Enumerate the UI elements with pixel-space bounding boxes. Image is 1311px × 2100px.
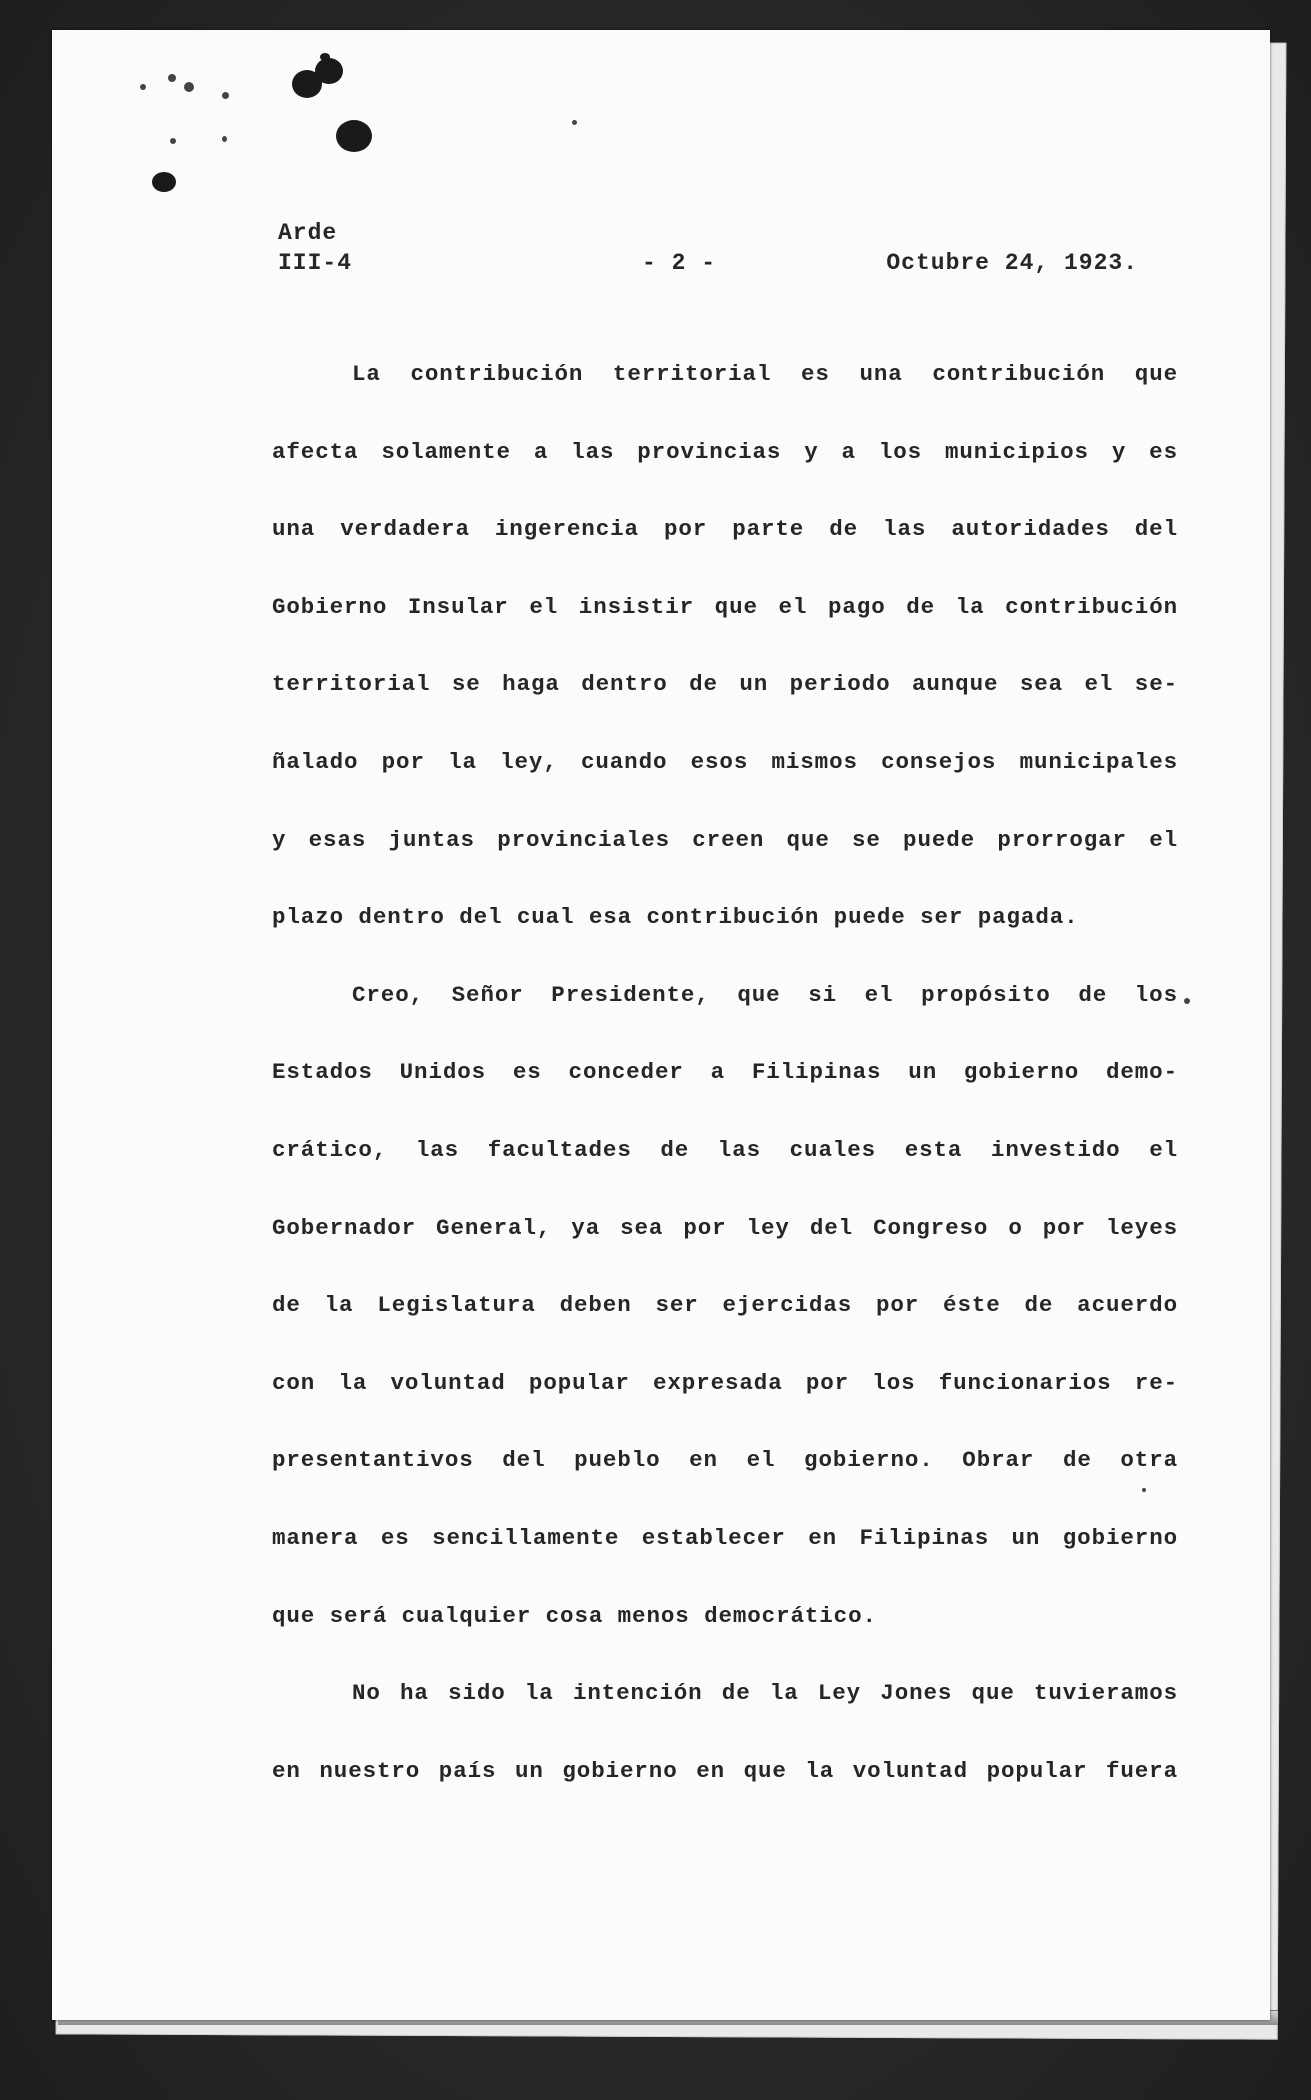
ink-speck [222,92,229,99]
ink-speck [1184,998,1190,1004]
ink-stain [336,120,372,152]
ink-stain [152,172,176,192]
ink-stain [320,53,330,61]
document-body [272,354,1178,1828]
reference-line-2: III-4 [278,250,353,276]
text-line: territorial se haga dentro de un periodo aunque sea el se- [272,671,1178,698]
text-line: No ha sido la intención de la Ley Jones que tuvieramos [352,1680,1178,1707]
text-line: Gobierno Insular el insistir que el pago de la contribución [272,593,1178,620]
text-line: que será cualquier cosa menos democrático. [272,1602,877,1629]
text-line: y esas juntas provinciales creen que se puede prorrogar el [272,826,1178,853]
text-line: en nuestro país un gobierno en que la voluntad popular fuera [272,1757,1178,1784]
document-date: Octubre 24, 1923. [886,250,1138,276]
page-number: - 2 - [642,250,717,276]
text-line: Estados Unidos es conceder a Filipinas un gobierno demo- [272,1059,1178,1086]
reference-code [278,218,352,278]
paragraph-1 [272,354,1178,975]
ink-speck [168,74,176,82]
paragraph-3 [272,1673,1178,1828]
ink-speck [170,138,176,144]
text-line: una verdadera ingerencia por parte de las autoridades del [272,516,1178,543]
ink-stain [292,70,322,98]
text-line: ñalado por la ley, cuando esos mismos consejos municipales [272,748,1178,775]
text-line: plazo dentro del cual esa contribución puede ser pagada. [272,904,1079,931]
reference-line-1: Arde [278,220,338,246]
text-line: Creo, Señor Presidente, que si el propósito de los [352,981,1178,1008]
text-line: presentantivos del pueblo en el gobierno. Obrar de otra [272,1447,1178,1474]
text-line: Gobernador General, ya sea por ley del Congreso o por leyes [272,1214,1178,1241]
text-line: crático, las facultades de las cuales esta investido el [272,1136,1178,1163]
text-line: con la voluntad popular expresada por los funcionarios re- [272,1369,1178,1396]
text-line: La contribución territorial es una contribución que [352,361,1178,387]
ink-speck [140,84,146,90]
text-line: afecta solamente a las provincias y a los municipios y es [272,438,1178,465]
paragraph-2 [272,975,1178,1673]
ink-speck [184,82,194,92]
document-header [278,218,1138,278]
ink-speck [222,136,227,142]
text-line: de la Legislatura deben ser ejercidas por éste de acuerdo [272,1292,1178,1319]
text-line: manera es sencillamente establecer en Filipinas un gobierno [272,1524,1178,1551]
ink-speck [572,120,577,125]
